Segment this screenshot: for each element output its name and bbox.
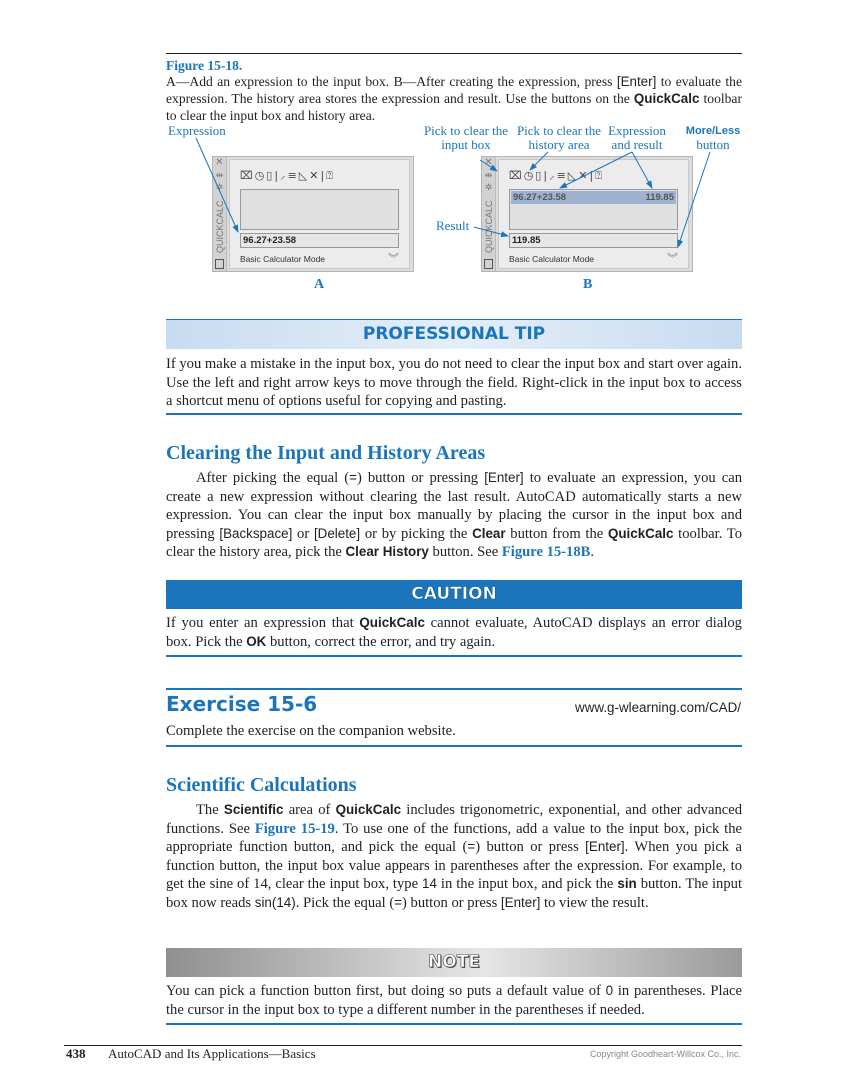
exercise-top-rule bbox=[166, 688, 742, 690]
quickcalc-toolbar: ⌧◷▯|⸝≡◺✕|⍰ bbox=[240, 169, 335, 182]
text-segment: button from the bbox=[505, 525, 608, 542]
properties-icon[interactable]: ✲ bbox=[484, 182, 493, 192]
input-box[interactable]: 96.27+23.58 bbox=[240, 233, 399, 248]
text-segment: [Backspace] bbox=[219, 525, 293, 541]
text-segment: OK bbox=[246, 633, 267, 649]
section-scientific-text bbox=[166, 801, 742, 913]
clear-history-icon[interactable]: ◷ bbox=[254, 169, 267, 182]
close-icon[interactable]: ✕ bbox=[484, 157, 493, 168]
exercise-heading: Exercise 15-6 bbox=[166, 692, 318, 716]
properties-icon[interactable]: ✲ bbox=[215, 182, 224, 192]
figure-reference-link[interactable]: Figure 15-19 bbox=[254, 820, 335, 837]
text-segment: QuickCalc bbox=[607, 525, 674, 541]
label-a: A bbox=[314, 277, 325, 292]
quickcalc-toolbar: ⌧◷▯|⸝≡◺✕|⍰ bbox=[509, 169, 604, 182]
clear-input-icon[interactable]: ⌧ bbox=[240, 169, 255, 182]
caution-bottom-rule bbox=[166, 655, 742, 657]
text-segment: QuickCalc bbox=[359, 615, 425, 630]
note-bottom-rule bbox=[166, 1023, 742, 1025]
text-segment: [Enter] bbox=[500, 894, 541, 910]
text-segment: A—Add an expression to the input box. B—After creating the expression, press bbox=[166, 74, 617, 89]
get-coordinates-icon[interactable]: ⸝ bbox=[549, 169, 557, 182]
intersection-icon[interactable]: ✕ bbox=[309, 169, 321, 182]
palette-title: QUICKCALC bbox=[484, 200, 494, 253]
text-segment: toolbar. To clear the history area, pick the bbox=[166, 525, 743, 561]
paste-icon[interactable]: ▯ bbox=[266, 169, 275, 182]
more-less-button[interactable]: ︾ bbox=[388, 253, 399, 265]
text-segment: ) button or pressing bbox=[356, 470, 485, 486]
text-segment: sin bbox=[617, 876, 637, 892]
tip-text bbox=[166, 355, 742, 411]
book-title: AutoCAD and Its Applications—Basics bbox=[108, 1046, 316, 1061]
text-segment: cannot evaluate, AutoCAD displays an error dialog box. Pick the bbox=[166, 615, 742, 650]
text-segment: . bbox=[590, 544, 595, 561]
exercise-text: Complete the exercise on the companion website. bbox=[166, 723, 456, 739]
text-segment: QuickCalc bbox=[633, 91, 700, 106]
close-icon[interactable]: ✕ bbox=[215, 157, 224, 168]
text-segment: . To use one of the functions, add a value to the input box, pick the appropriate function button, and pick the equal ( bbox=[166, 820, 742, 856]
exercise-bottom-rule bbox=[166, 745, 742, 747]
note-heading: NOTE bbox=[166, 948, 742, 977]
clear-history-icon[interactable]: ◷ bbox=[523, 169, 536, 182]
label-b: B bbox=[583, 277, 593, 292]
angle-icon[interactable]: ◺ bbox=[567, 169, 579, 182]
text-segment: QuickCalc bbox=[335, 802, 402, 817]
note-text bbox=[166, 982, 742, 1019]
text-segment: ) button or press bbox=[475, 839, 586, 856]
text-segment: Clear bbox=[472, 525, 506, 541]
text-segment: button, correct the error, and try again. bbox=[266, 633, 496, 650]
text-segment: = bbox=[349, 470, 357, 485]
figure-reference-link[interactable]: Figure 15-18B bbox=[501, 544, 591, 561]
label-clear-input: Pick to clear the input box bbox=[423, 123, 509, 152]
text-segment: or bbox=[292, 525, 314, 542]
text-segment: [Enter] bbox=[585, 839, 625, 855]
mode-label: Basic Calculator Mode bbox=[240, 254, 326, 264]
label-expression-result: Expression and result bbox=[608, 123, 666, 152]
text-segment: in parentheses. Place the cursor in the input box to type a different number in the parentheses if needed. bbox=[166, 983, 743, 1018]
text-segment: [Delete] bbox=[313, 525, 361, 541]
text-segment: Clear History bbox=[345, 544, 429, 560]
palette-title: QUICKCALC bbox=[215, 200, 225, 253]
autohide-icon[interactable]: ⇹ bbox=[484, 170, 493, 180]
text-segment: button. The input box now reads bbox=[166, 876, 743, 911]
text-segment: . When you pick a function button, the input box value appears in parentheses after the expression. For example, to get the sine of 14, clear the input box, type bbox=[166, 839, 742, 893]
clear-input-icon[interactable]: ⌧ bbox=[509, 169, 524, 182]
text-segment: = bbox=[467, 839, 476, 855]
help-icon[interactable]: ⍰ bbox=[595, 169, 604, 182]
text-segment: You can pick a function button first, but doing so puts a default value of bbox=[166, 983, 606, 999]
text-segment: 0 bbox=[605, 983, 614, 998]
history-expression: 96.27+23.58 bbox=[513, 192, 567, 203]
text-segment: or by picking the bbox=[360, 525, 473, 542]
input-box[interactable]: 119.85 bbox=[509, 233, 678, 248]
callout-arrows bbox=[0, 0, 849, 300]
figure-title: Figure 15-18. bbox=[166, 58, 243, 73]
tip-bottom-rule bbox=[166, 413, 742, 415]
text-segment: = bbox=[394, 894, 403, 910]
text-segment: If you make a mistake in the input box, you do not need to clear the input box and start over again. Use the left and right arrow keys to move through the field. Right-click in the input box to access a shortcut menu of options useful for copying and pasting. bbox=[166, 356, 742, 410]
text-segment: to view the result. bbox=[540, 894, 649, 911]
copyright: Copyright Goodheart-Willcox Co., Inc. bbox=[589, 1049, 741, 1059]
text-segment: The bbox=[196, 802, 224, 818]
text-segment: . Pick the equal ( bbox=[295, 894, 395, 911]
text-segment: [Enter] bbox=[616, 74, 657, 89]
label-clear-history: Pick to clear the history area bbox=[516, 123, 602, 152]
text-segment: 14 bbox=[422, 876, 437, 892]
text-segment: sin(14) bbox=[254, 894, 296, 910]
text-segment: After picking the equal ( bbox=[196, 470, 350, 486]
caution-heading: CAUTION bbox=[166, 580, 742, 609]
tip-heading: PROFESSIONAL TIP bbox=[166, 320, 742, 349]
mode-label: Basic Calculator Mode bbox=[509, 254, 595, 264]
section-heading-clearing: Clearing the Input and History Areas bbox=[166, 442, 486, 464]
text-segment: Scientific bbox=[223, 802, 284, 817]
autohide-icon[interactable]: ⇹ bbox=[215, 170, 224, 180]
text-segment: to evaluate the expression. The history area stores the expression and result. Use the buttons on the bbox=[166, 74, 742, 106]
text-segment: includes trigonometric, exponential, and other advanced functions. See bbox=[166, 802, 742, 837]
label-expression: Expression bbox=[168, 123, 226, 138]
history-result: 119.85 bbox=[645, 192, 674, 203]
text-segment: button. See bbox=[428, 544, 502, 561]
section-heading-scientific: Scientific Calculations bbox=[166, 774, 357, 796]
text-segment: [Enter] bbox=[484, 470, 524, 485]
help-icon[interactable]: ⍰ bbox=[326, 169, 335, 182]
distance-icon[interactable]: ≡ bbox=[556, 169, 568, 182]
paste-icon[interactable]: ▯ bbox=[535, 169, 544, 182]
text-segment: area of bbox=[283, 802, 336, 818]
caution-text bbox=[166, 614, 742, 651]
section-clearing-text bbox=[166, 469, 742, 562]
page-number: 438 bbox=[66, 1046, 86, 1061]
text-segment: in the input box, and pick the bbox=[436, 876, 618, 893]
text-segment: to evaluate an expression, you can create a new expression without clearing the last result. AutoCAD automatically starts a new expression. You can clear the input box manually by placing the cursor in the input box and pressing bbox=[166, 470, 742, 542]
more-less-button[interactable]: ︾ bbox=[667, 253, 678, 265]
label-more-less: More/Less button bbox=[685, 125, 741, 152]
intersection-icon[interactable]: ✕ bbox=[578, 169, 590, 182]
label-result: Result bbox=[436, 218, 470, 233]
angle-icon[interactable]: ◺ bbox=[298, 169, 310, 182]
text-segment: toolbar to clear the input box and history area. bbox=[166, 91, 742, 123]
text-segment: If you enter an expression that bbox=[166, 615, 360, 631]
distance-icon[interactable]: ≡ bbox=[287, 169, 299, 182]
text-segment: ) button or press bbox=[402, 894, 501, 911]
exercise-url[interactable]: www.g-wlearning.com/CAD/ bbox=[575, 700, 741, 715]
get-coordinates-icon[interactable]: ⸝ bbox=[280, 169, 288, 182]
